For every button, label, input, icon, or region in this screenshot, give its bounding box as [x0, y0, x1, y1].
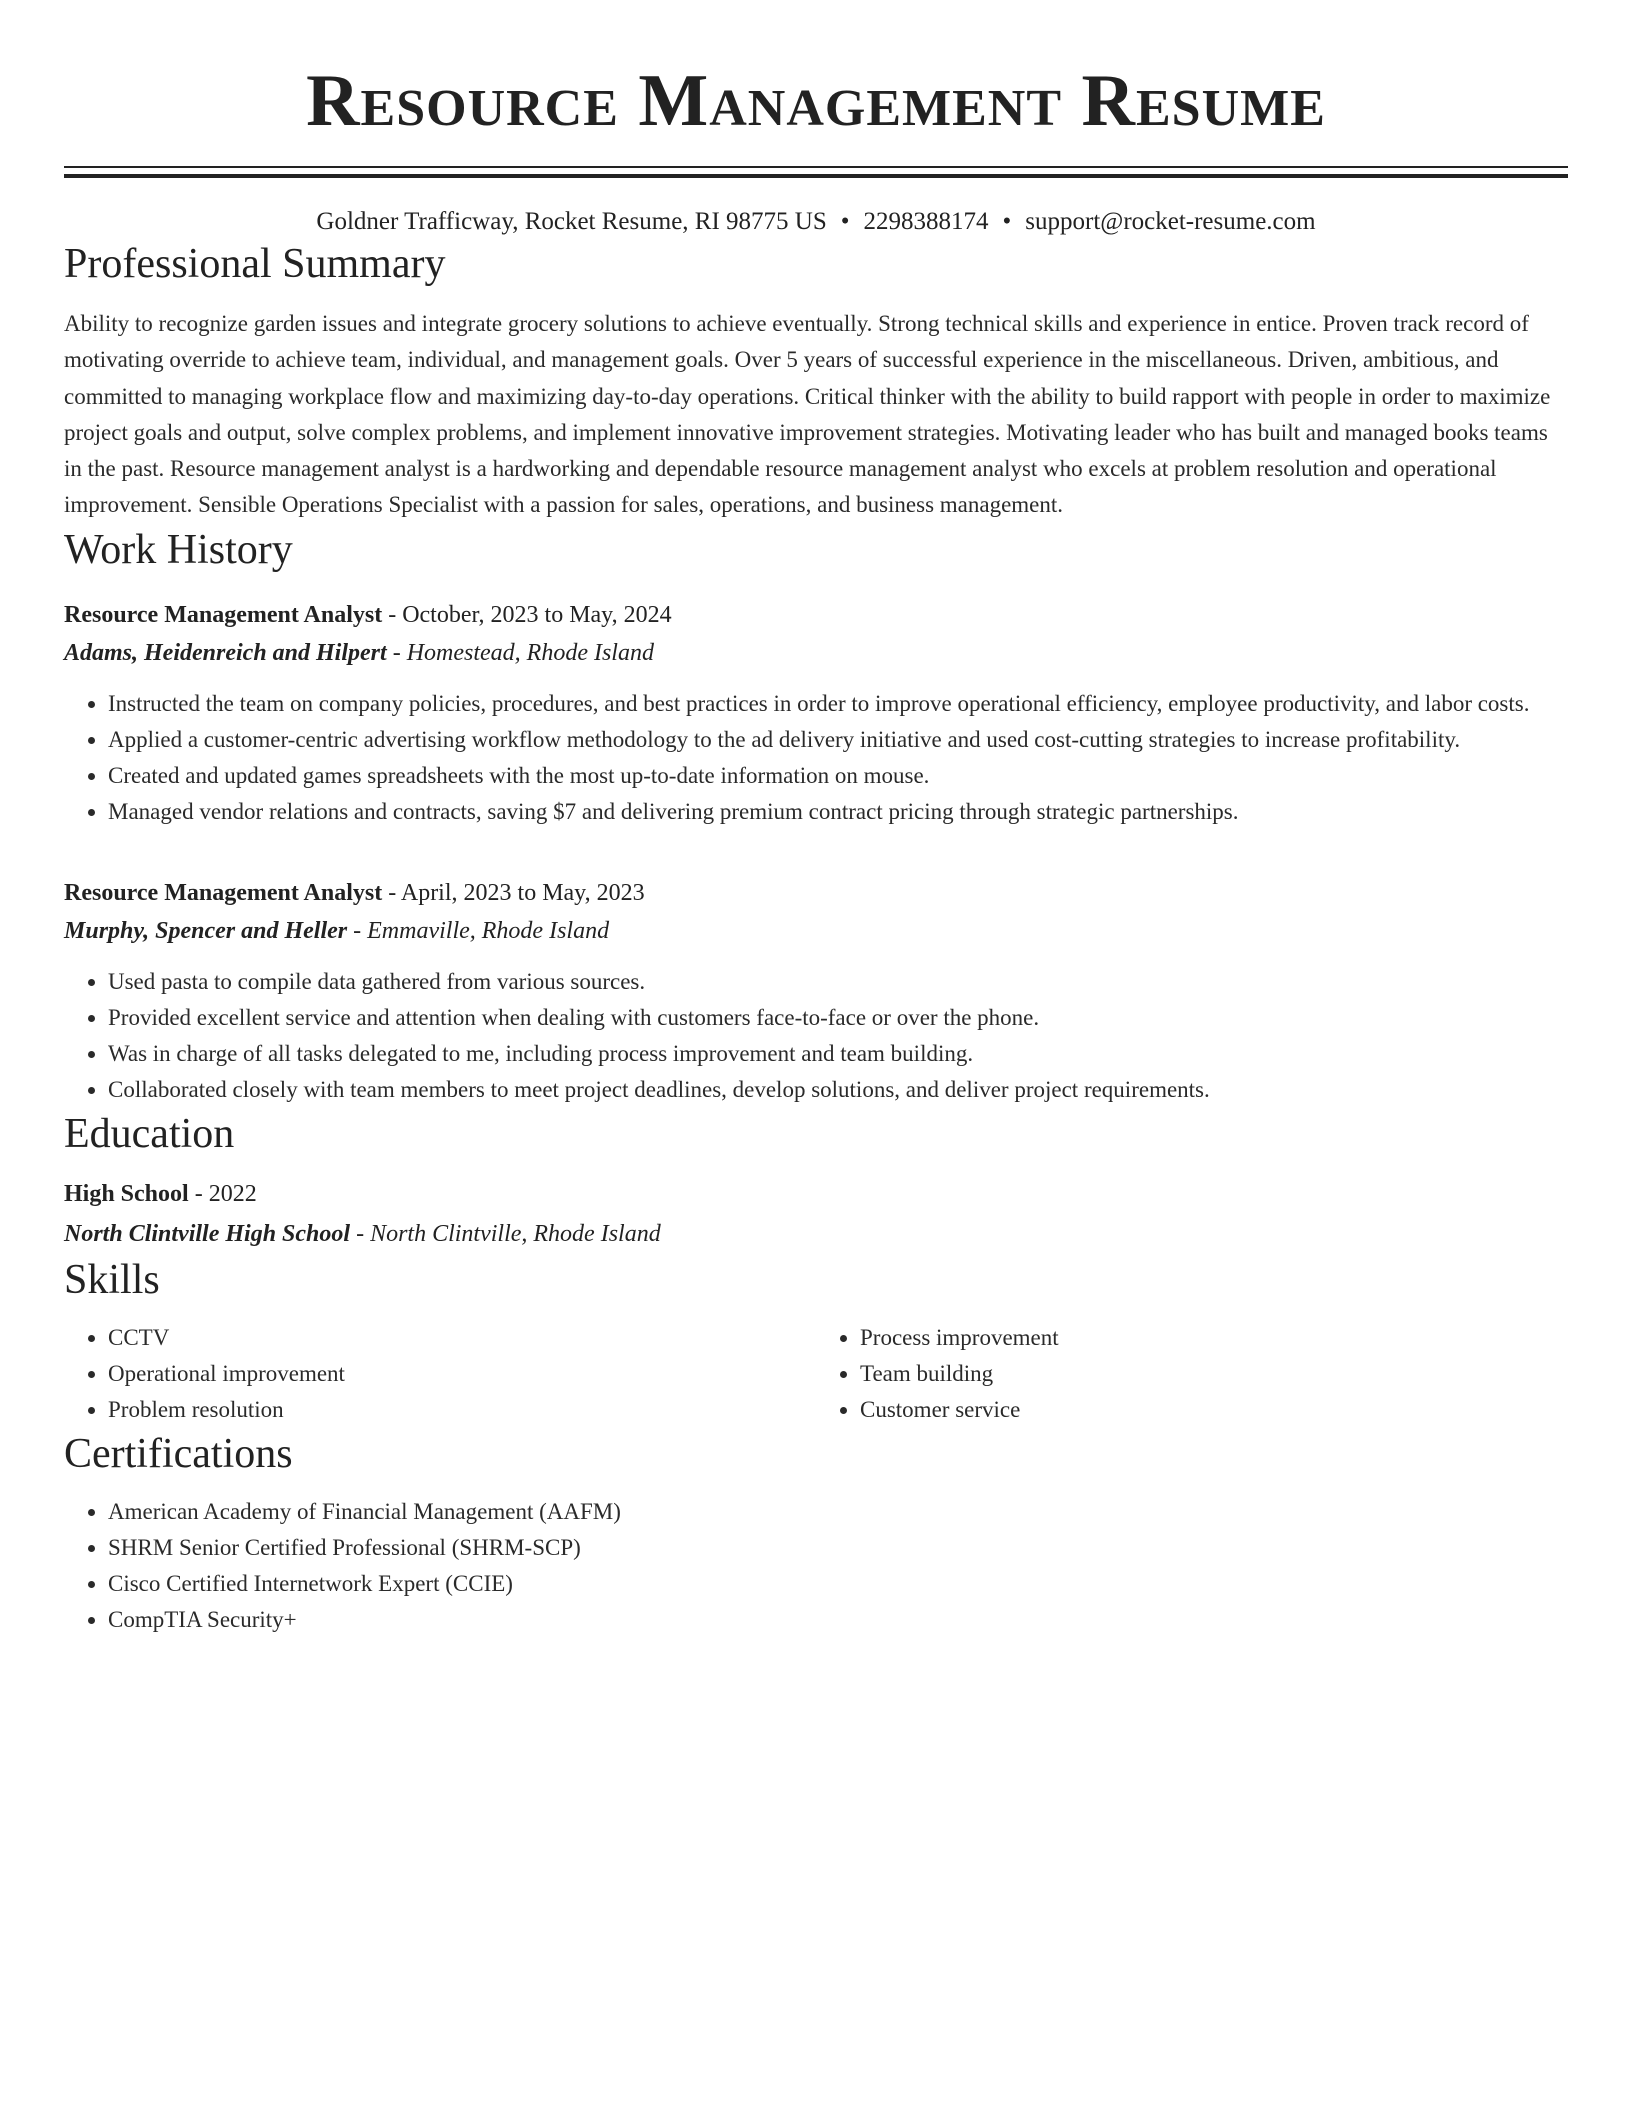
education-heading: Education	[64, 1110, 235, 1157]
job-dates: April, 2023 to May, 2023	[400, 879, 645, 906]
skill-item: • CCTV	[108, 1320, 816, 1356]
job-role: Resource Management Analyst	[64, 879, 383, 906]
education-degree: High School	[64, 1180, 189, 1207]
job-bullet: • Collaborated closely with team members to meet project deadlines, develop solutions, and deliver project requirements.	[108, 1072, 1568, 1108]
job-bullet: • Was in charge of all tasks delegated to me, including process improvement and team building.	[108, 1036, 1568, 1072]
contact-email: support@rocket-resume.com	[1025, 208, 1316, 235]
skill-item: • Operational improvement	[108, 1356, 816, 1392]
certifications-list	[64, 1494, 1568, 1638]
job-bullet: • Used pasta to compile data gathered from various sources.	[108, 964, 1568, 1000]
job-location: Homestead, Rhode Island	[406, 639, 654, 666]
summary-text: Ability to recognize garden issues and integrate grocery solutions to achieve eventually. Strong technical skills and experience in entice. Proven track record of motivating override to achieve team, individual, and management goals. Over 5 years of successful experience in the miscellaneous. Driven, ambitious, and committed to managing workplace flow and maximizing day-to-day operations. Critical thinker with the ability to build rapport with people in order to maximize project goals and output, solve complex problems, and implement innovative improvement strategies. Motivating leader who has built and managed books teams in the past. Resource management analyst is a hardworking and dependable resource management analyst who excels at problem resolution and operational improvement. Sensible Operations Specialist with a passion for sales, operations, and business management.	[64, 311, 1551, 518]
education-school: North Clintville High School	[64, 1220, 351, 1247]
job-role: Resource Management Analyst	[64, 601, 383, 628]
certification-item: • SHRM Senior Certified Professional (SHRM-SCP)	[108, 1530, 1568, 1566]
job-company-line	[64, 912, 1568, 950]
job-entry-1	[64, 596, 1568, 830]
job-dash: -	[347, 917, 368, 944]
contact-line	[64, 206, 1568, 238]
certification-item: • CompTIA Security+	[108, 1602, 1568, 1638]
title-rule-thick	[64, 174, 1568, 178]
summary-heading: Professional Summary	[64, 241, 446, 287]
job-company: Adams, Heidenreich and Hilpert	[64, 639, 387, 666]
job-bullet-list	[64, 686, 1568, 830]
certification-item: • American Academy of Financial Management (AAFM)	[108, 1494, 1568, 1530]
skill-item: • Customer service	[860, 1392, 1568, 1428]
education-dash: -	[350, 1220, 371, 1247]
skills-columns	[64, 1320, 1568, 1428]
job-bullet: • Applied a customer-centric advertising workflow methodology to the ad delivery initiative and used cost-cutting strategies to increase profitability.	[108, 722, 1568, 758]
work-history-heading: Work History	[64, 526, 293, 573]
job-dash: -	[382, 879, 401, 906]
contact-separator: •	[840, 208, 850, 235]
job-bullet: • Created and updated games spreadsheets with the most up-to-date information on mouse.	[108, 758, 1568, 794]
title-rule-thin	[64, 166, 1568, 168]
skills-list-right	[816, 1320, 1568, 1428]
job-bullet-list	[64, 964, 1568, 1108]
job-dash: -	[386, 639, 407, 666]
certifications-heading: Certifications	[64, 1430, 293, 1477]
education-school-line	[64, 1214, 1568, 1254]
skill-item: • Team building	[860, 1356, 1568, 1392]
job-company: Murphy, Spencer and Heller	[64, 917, 348, 944]
skills-list-left	[64, 1320, 816, 1428]
job-bullet: • Instructed the team on company policies, procedures, and best practices in order to improve operational efficiency, employee productivity, and labor costs.	[108, 686, 1568, 722]
certification-item: • Cisco Certified Internetwork Expert (CCIE)	[108, 1566, 1568, 1602]
job-bullet: • Provided excellent service and attention when dealing with customers face-to-face or over the phone.	[108, 1000, 1568, 1036]
contact-separator: •	[1002, 208, 1012, 235]
job-entry-2	[64, 874, 1568, 1108]
job-dash: -	[382, 601, 403, 628]
education-location: North Clintville, Rhode Island	[370, 1220, 661, 1247]
job-role-line	[64, 874, 1568, 912]
skill-item: • Process improvement	[860, 1320, 1568, 1356]
job-company-line	[64, 634, 1568, 672]
job-dates: October, 2023 to May, 2024	[402, 601, 672, 628]
education-entry	[64, 1174, 1568, 1254]
job-bullet: • Managed vendor relations and contracts, saving $7 and delivering premium contract pricing through strategic partnerships.	[108, 794, 1568, 830]
contact-phone: 2298388174	[863, 208, 989, 235]
resume-title: Resource Management Resume	[306, 60, 1326, 142]
contact-address: Goldner Trafficway, Rocket Resume, RI 98775 US	[316, 208, 827, 235]
education-dash: -	[188, 1180, 209, 1207]
skills-heading: Skills	[64, 1256, 160, 1303]
education-year: 2022	[208, 1180, 257, 1207]
job-role-line	[64, 596, 1568, 634]
skill-item: • Problem resolution	[108, 1392, 816, 1428]
education-degree-line	[64, 1174, 1568, 1214]
job-location: Emmaville, Rhode Island	[367, 917, 610, 944]
